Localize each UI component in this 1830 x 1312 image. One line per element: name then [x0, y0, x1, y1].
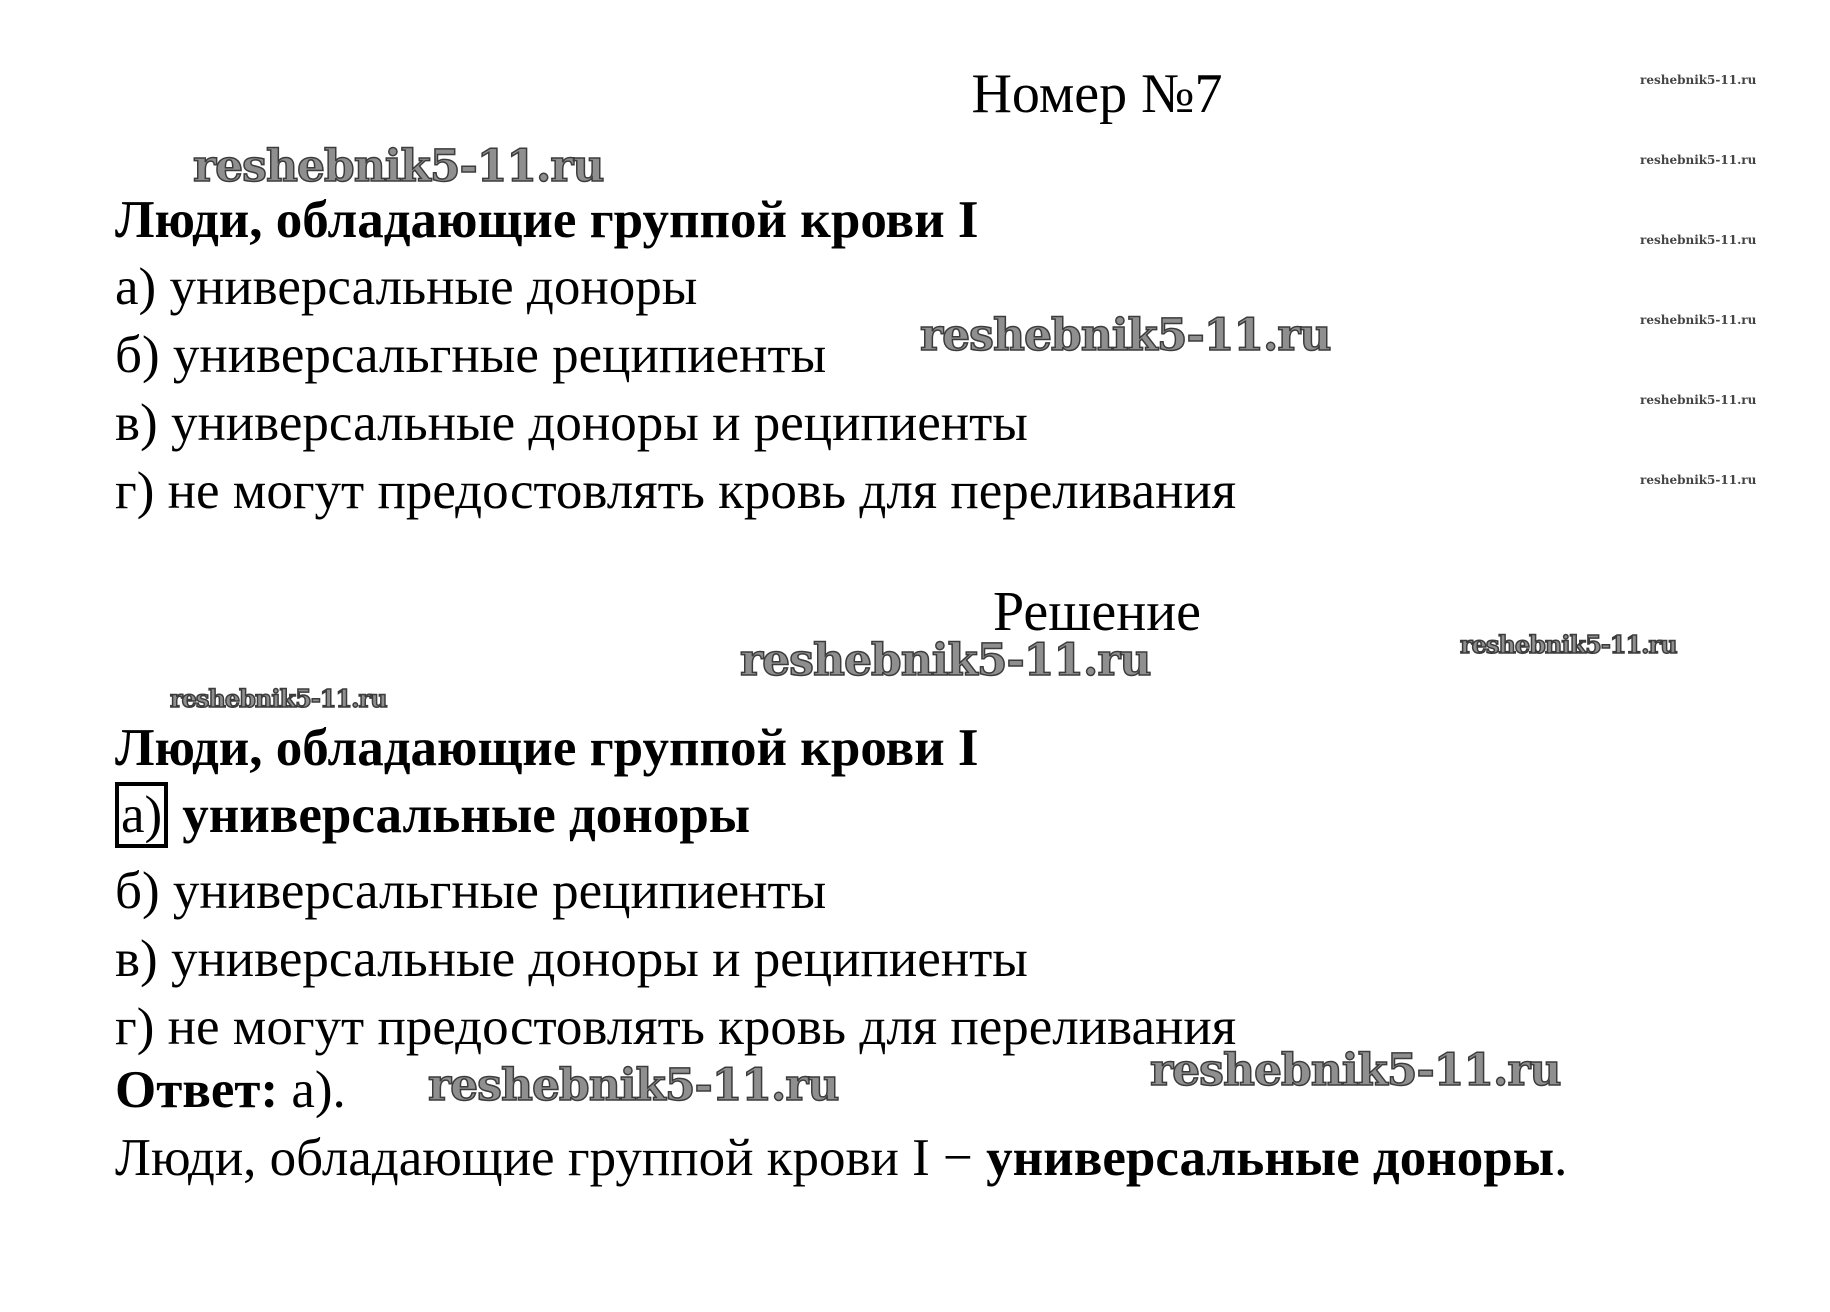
selected-answer-text: универсальные доноры — [182, 786, 751, 844]
watermark: reshebnik5-11.ru — [1640, 313, 1757, 327]
answer-label: Ответ: — [115, 1061, 279, 1119]
solution-option-d — [115, 997, 1236, 1057]
solution-option-d-letter: г) — [115, 998, 155, 1056]
option-c-letter: в) — [115, 394, 158, 452]
watermark: reshebnik5-11.ru — [1640, 393, 1757, 407]
watermark: reshebnik5-11.ru — [428, 1060, 839, 1111]
option-d-text: не могут предостовлять кровь для переливания — [167, 462, 1237, 520]
solution-option-d-text: не могут предостовлять кровь для переливания — [167, 998, 1237, 1056]
conclusion-prefix: Люди, обладающие группой крови I − — [115, 1129, 973, 1187]
option-d-letter: г) — [115, 462, 155, 520]
solution-option-b-letter: б) — [115, 862, 160, 920]
solution-option-c — [115, 929, 1028, 989]
question-text: Люди, обладающие группой крови I — [115, 191, 979, 249]
watermark: reshebnik5-11.ru — [1150, 1045, 1561, 1096]
solution-selected-option — [115, 785, 750, 845]
watermark: reshebnik5-11.ru — [920, 310, 1331, 361]
answer-value: а). — [291, 1061, 346, 1119]
option-b — [115, 325, 826, 385]
option-b-text: универсальгные реципиенты — [172, 326, 827, 384]
option-c — [115, 393, 1028, 453]
option-a — [115, 257, 697, 317]
option-b-letter: б) — [115, 326, 160, 384]
option-c-text: универсальные доноры и реципиенты — [170, 394, 1028, 452]
watermark: reshebnik5-11.ru — [170, 684, 387, 713]
watermark: reshebnik5-11.ru — [1640, 73, 1757, 87]
option-a-text: универсальные доноры — [169, 258, 698, 316]
option-a-letter: а) — [115, 258, 157, 316]
watermark: reshebnik5-11.ru — [1460, 630, 1677, 659]
watermark: reshebnik5-11.ru — [1640, 153, 1757, 167]
answer-line — [115, 1060, 346, 1120]
conclusion-suffix: . — [1554, 1129, 1568, 1187]
watermark: reshebnik5-11.ru — [193, 141, 604, 192]
conclusion-line — [115, 1128, 1567, 1188]
conclusion-bold: универсальные доноры — [986, 1129, 1555, 1187]
solution-option-b-text: универсальгные реципиенты — [172, 862, 827, 920]
watermark: reshebnik5-11.ru — [1640, 233, 1757, 247]
option-d — [115, 461, 1236, 521]
solution-heading: Решение — [992, 581, 1202, 643]
watermark: reshebnik5-11.ru — [740, 635, 1151, 686]
watermark: reshebnik5-11.ru — [1640, 473, 1757, 487]
solution-question-text: Люди, обладающие группой крови I — [115, 719, 979, 777]
solution-option-c-letter: в) — [115, 930, 158, 988]
solution-option-c-text: универсальные доноры и реципиенты — [170, 930, 1028, 988]
selected-answer-box: а) — [115, 782, 168, 848]
solution-option-b — [115, 861, 826, 921]
page-title: Номер №7 — [971, 63, 1223, 125]
